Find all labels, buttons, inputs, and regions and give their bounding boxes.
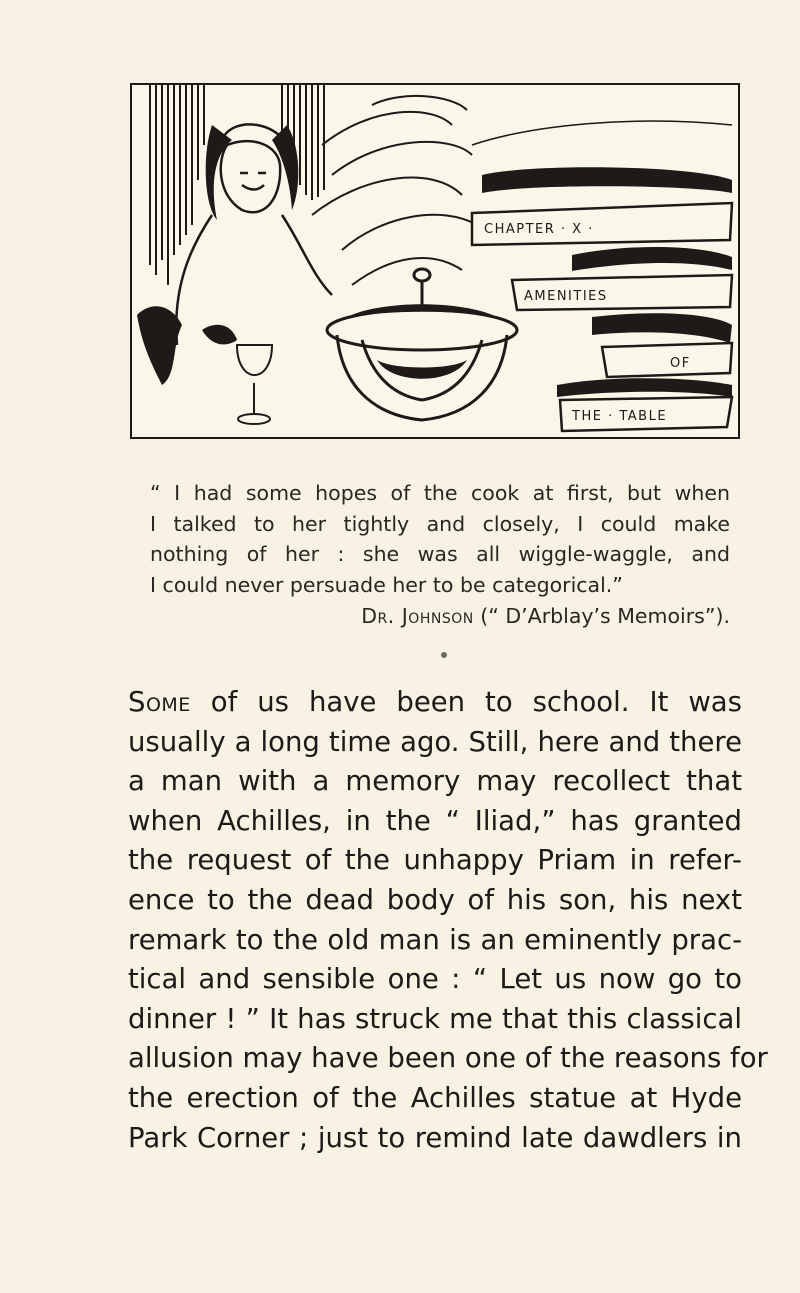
body-line: the request of the unhappy Priam in refer- <box>128 844 742 877</box>
section-ornament <box>441 652 447 658</box>
column-stripes <box>150 85 324 285</box>
body-line: dinner ! ” It has struck me that this classical <box>128 1002 742 1035</box>
dark-figure <box>137 306 237 385</box>
body-line: the erection of the Achilles statue at Hyde <box>128 1081 742 1114</box>
banner-chapter <box>472 167 732 245</box>
headpiece-of-text: OF <box>670 356 691 371</box>
attribution-source: (“ D’Arblay’s Memoirs”). <box>480 604 730 628</box>
epigraph-line: nothing of her : she was all wiggle-waggle, and <box>150 542 730 566</box>
body-line: ence to the dead body of his son, his next <box>128 883 742 916</box>
body-line: remark to the old man is an eminently prac- <box>128 923 742 956</box>
body-line: Some of us have been to school. It was <box>128 686 742 718</box>
steam-swirls <box>312 96 477 285</box>
attribution-author: Dr. Johnson <box>361 604 474 628</box>
body-line: a man with a memory may recollect that <box>128 765 742 798</box>
epigraph-line: “ I had some hopes of the cook at first, but when <box>150 481 730 505</box>
headpiece-drawing <box>132 85 738 437</box>
body-line: usually a long time ago. Still, here and there <box>128 725 742 758</box>
tureen-shading <box>347 304 497 379</box>
chapter-body-text <box>128 683 768 1158</box>
headpiece-amenities-text: AMENITIES <box>524 289 608 304</box>
chapter-headpiece-illustration <box>130 83 740 439</box>
goblet <box>237 345 272 424</box>
epigraph-quote <box>150 478 730 600</box>
figure-head <box>176 124 332 345</box>
epigraph-line: I talked to her tightly and closely, I could make <box>150 511 730 536</box>
banner-of <box>592 313 732 377</box>
tureen-dish <box>327 269 517 420</box>
banner-table <box>557 378 732 431</box>
figure-hair <box>206 125 299 220</box>
epigraph-line: I could never persuade her to be categorical.” <box>150 572 623 597</box>
epigraph-attribution <box>150 601 730 631</box>
body-line: Park Corner ; just to remind late dawdlers in <box>128 1121 742 1154</box>
headpiece-chapter-text: CHAPTER · X · <box>484 222 594 237</box>
body-line: allusion may have been one of the reasons for <box>128 1042 768 1075</box>
body-first-word: Some <box>128 686 191 718</box>
body-line: when Achilles, in the “ Iliad,” has granted <box>128 804 742 837</box>
banner-amenities <box>512 247 732 310</box>
headpiece-table-text: THE · TABLE <box>572 409 668 424</box>
body-line: tical and sensible one : “ Let us now go to <box>128 963 742 996</box>
